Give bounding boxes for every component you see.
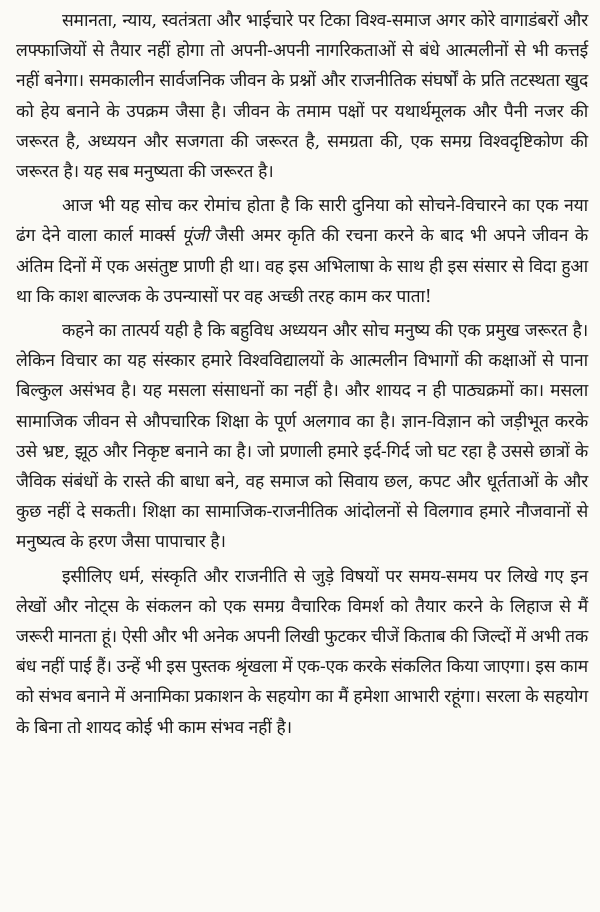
paragraph-3-text: कहने का तात्पर्य यही है कि बहुविध अध्ययन और सोच मनुष्य की एक प्रमुख जरूरत है। लेकिन विचार का यह संस्कार हमारे विश्वविद्यालयों के आत्मलीन विभागों की कक्षाओं से पाना बिल्कुल असंभव है। यह मसला संसाधनों का नहीं है। और शायद न ही पाठ्यक्रमों का। मसला सामाजिक जीवन से औपचारिक शिक्षा के पूर्ण अलगाव का है। ज्ञान-विज्ञान को जड़ीभूत करके उसे भ्रष्ट, झूठ और निकृष्ट बनाने का है। जो प्रणाली हमारे इर्द-गिर्द जो घट रहा है उससे छात्रों के जैविक संबंधों के रास्ते की बाधा बने, वह समाज को सिवाय छल, कपट और धूर्तताओं के और कुछ नहीं दे सकती। शिक्षा का सामाजिक-राजनीतिक आंदोलनों से विलगाव हमारे नौजवानों से मनुष्यत्व के हरण जैसा पापाचार है। <box>16 321 588 553</box>
paragraph-4-text: इसीलिए धर्म, संस्कृति और राजनीति से जुड़े विषयों पर समय-समय पर लिखे गए इन लेखों और नोट्स के संकलन को एक समग्र वैचारिक विमर्श को तैयार करने के लिहाज से मैं जरूरी मानता हूं। ऐसी और भी अनेक अपनी लिखी फुटकर चीजें किताब की जिल्दों में अभी तक बंध नहीं पाई हैं। उन्हें भी इस पुस्तक श्रृंखला में एक-एक करके संकलित किया जाएगा। इस काम को संभव बनाने में अनामिका प्रकाशन के सहयोग का मैं हमेशा आभारी रहूंगा। सरला के सहयोग के बिना तो शायद कोई भी काम संभव नहीं है। <box>16 566 588 738</box>
paragraph-2 <box>16 191 588 312</box>
paragraph-4 <box>16 562 588 743</box>
paragraph-1 <box>16 6 588 187</box>
paragraph-1-text: समानता, न्याय, स्वतंत्रता और भाईचारे पर टिका विश्व-समाज अगर कोरे वागाडंबरों और लफ्फाजियों से तैयार नहीं होगा तो अपनी-अपनी नागरिकताओं से बंधे आत्मलीनों से भी कत्तई नहीं बनेगा। समकालीन सार्वजनिक जीवन के प्रश्नों और राजनीतिक संघर्षों के प्रति तटस्थता खुद को हेय बनाने के उपक्रम जैसा है। जीवन के तमाम पक्षों पर यथार्थमूलक और पैनी नजर की जरूरत है, अध्ययन और सजगता की जरूरत है, समग्रता की, एक समग्र विश्वदृष्टिकोण की जरूरत है। यह सब मनुष्यता की जरूरत है। <box>16 11 588 183</box>
paragraph-2-text-end: जैसी अमर कृति की रचना करने के बाद भी अपने जीवन के अंतिम दिनों में एक असंतुष्ट प्राणी ही था। वह इस अभिलाषा के साथ ही इस संसार से विदा हुआ था कि काश बाल्जक के उपन्यासों पर वह अच्छी तरह काम कर पाता! <box>16 226 588 307</box>
paragraph-3 <box>16 316 588 558</box>
book-title-italic: पूंजी <box>181 226 209 247</box>
paragraph-2-text-start: आज भी यह सोच कर रोमांच होता है कि सारी दुनिया को सोचने-विचारने का एक नया ढंग देने वाला कार्ल मार्क्स <box>16 196 588 247</box>
